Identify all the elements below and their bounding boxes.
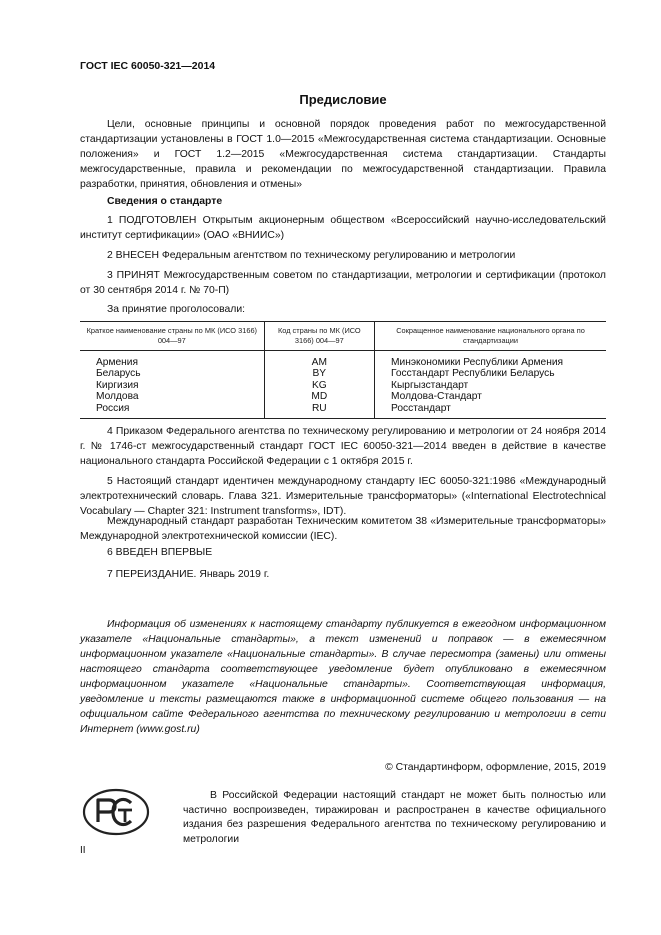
table-cell-code: KG [264,380,374,391]
rights-notice: В Российской Федерации настоящий стандарт не может быть полностью или частично воспроизведен, тиражирован и распространен в качестве официального издания без разрешения Федерального агентства по техническому регулированию и метрологии [183,790,606,845]
voted-label: За принятие проголосовали: [107,304,246,315]
table-cell-code: RU [264,403,374,419]
vote-table-header-row [80,322,606,351]
table-row [80,391,606,402]
item-2-paragraph: 2 ВНЕСЕН Федеральным агентством по техническому регулированию и метрологии [107,250,516,261]
document-header: ГОСТ IEC 60050-321—2014 [80,60,216,72]
intro-paragraph: Цели, основные принципы и основной порядок проведения работ по межгосударственной стандартизации установлены в ГОСТ 1.0—2015 «Межгосударственная система стандартизации. Основные положения» и ГОСТ 1.2—2015 «Межгосударственная система стандартизации. Стандарты межгосударственные, правила и рекомендации по межгосударственной стандартизации. Правила разработки, принятия, обновления и отмены» [80,119,606,191]
table-cell-country: Армения [96,357,138,368]
table-row [80,351,606,369]
vote-table-header-country: Краткое наименование страны по МК (ИСО 3166) 004—97 [80,322,264,351]
rst-certification-mark-icon [82,788,150,836]
item-7-paragraph: 7 ПЕРЕИЗДАНИЕ. Январь 2019 г. [107,569,270,580]
table-cell-country: Беларусь [96,368,141,380]
table-row [80,380,606,391]
item-6-paragraph: 6 ВВЕДЕН ВПЕРВЫЕ [107,547,213,558]
table-cell-country: Киргизия [96,379,139,391]
info-notice: Информация об изменениях к настоящему стандарту публикуется в ежегодном информационном указателе «Национальные стандарты», а текст изменений и поправок — в ежемесячном информационном указателе «Национальные стандарты». В случае пересмотра (замены) или отмены настоящего стандарта соответствующее уведомление будет опубликовано в ежемесячном информационном указателе «Национальные стандарты». Соответствующая информация, уведомление и тексты размещаются также в информационной системе общего пользования — на официальном сайте Федерального агентства по техническому регулированию и метрологии в сети Интернет (www.gost.ru) [80,619,606,735]
table-row [80,403,606,419]
copyright-line: © Стандартинформ, оформление, 2015, 2019 [385,762,606,773]
table-cell-body: Госстандарт Республики Беларусь [375,368,606,379]
table-cell-body: Росстандарт [375,403,606,419]
item-5-note: Международный стандарт разработан Техническим комитетом 38 «Измерительные трансформаторы» Международной электротехнической комиссии (IEC). [80,516,606,543]
table-cell-country: Молдова [96,391,139,403]
section-heading: Сведения о стандарте [107,196,223,207]
table-cell-body: Минэкономики Республики Армения [375,351,606,369]
vote-table-header-code: Код страны по МК (ИСО 3166) 004—97 [264,322,374,351]
page-number: II [80,845,86,856]
table-cell-country: Россия [80,403,264,419]
table-cell-code: AM [264,351,374,369]
vote-table-header-body: Сокращенное наименование национального органа по стандартизации [375,322,606,351]
vote-table [80,321,606,419]
page-title: Предисловие [299,92,387,107]
table-cell-code: BY [264,368,374,379]
item-1-paragraph: 1 ПОДГОТОВЛЕН Открытым акционерным обществом «Всероссийский научно-исследовательский институт сертификации» (ОАО «ВНИИС») [80,215,606,242]
item-5-paragraph: 5 Настоящий стандарт идентичен международному стандарту IEC 60050-321:1986 «Международный электротехнический словарь. Глава 321. Измерительные трансформаторы» («International Electrotechnical Vocabulary — Chapter 321: Instrument transforms», IDT). [80,476,606,518]
table-cell-body: Кыргызстандарт [375,380,606,391]
item-3-paragraph: 3 ПРИНЯТ Межгосударственным советом по стандартизации, метрологии и сертификации (протокол от 30 сентября 2014 г. № 70-П) [80,270,606,297]
item-4-paragraph: 4 Приказом Федерального агентства по техническому регулированию и метрологии от 24 ноября 2014 г. № 1746-ст межгосударственный стандарт ГОСТ IEC 60050-321—2014 введен в действие в качестве национального стандарта Российской Федерации с 1 октября 2015 г. [80,426,606,468]
table-cell-code: MD [264,391,374,402]
table-cell-body: Молдова-Стандарт [375,391,606,402]
table-row [80,368,606,379]
